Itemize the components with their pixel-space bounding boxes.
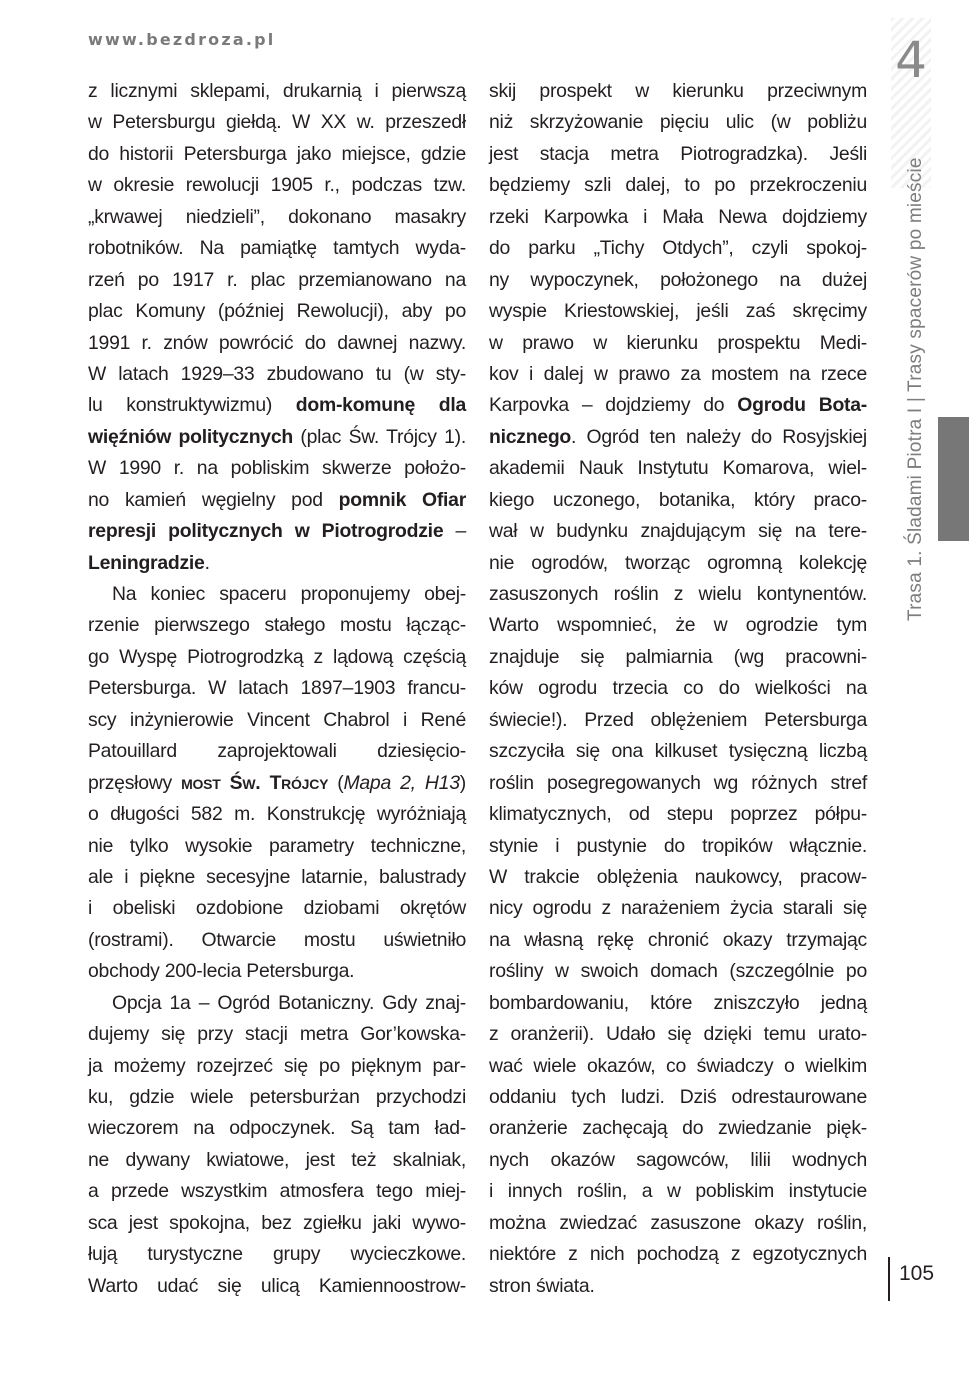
text-line: Na koniec spaceru proponujemy obej- bbox=[112, 583, 466, 605]
text-line: w Petersburgu giełdą. W XX w. przeszedł bbox=[88, 111, 466, 134]
text-line: z licznymi sklepami, drukarnią i pierwszą bbox=[88, 80, 466, 102]
text-line: nicy ogrodu z narażeniem życia starali się bbox=[489, 897, 867, 920]
text-line: bombardowaniu, które zniszczyło jedną bbox=[489, 991, 867, 1014]
text-line bbox=[489, 422, 867, 453]
text-line: będziemy szli dalej, to po przekroczeniu bbox=[489, 174, 867, 197]
text-line: w prawo w kierunku prospektu Medi- bbox=[489, 331, 867, 354]
running-title-separator: | bbox=[905, 396, 926, 403]
text-line bbox=[88, 485, 466, 516]
text-line: Patouillard zaprojektowali dziesięcio- bbox=[88, 740, 466, 763]
text-line: na własną rękę chronić okazy trzymając bbox=[489, 928, 867, 951]
text-line: niektóre z nich pochodzą z egzotycznych bbox=[489, 1243, 867, 1266]
highlighted-place: Ogrodu Bota- bbox=[737, 394, 867, 417]
text-line: stynie i pustynie do tropików włącznie. bbox=[489, 834, 867, 857]
text-line: (rostrami). Otwarcie mostu uświetniło bbox=[88, 928, 466, 951]
text-line: Petersburga. W latach 1897–1903 francu- bbox=[88, 677, 466, 700]
text-line: go Wyspę Piotrogrodzką z lądową częścią bbox=[88, 645, 466, 668]
text-run: Karpovka – dojdziemy do bbox=[489, 394, 738, 417]
text-line bbox=[88, 768, 466, 799]
text-line: z oranżerii). Udało się dzięki temu urato- bbox=[489, 1023, 867, 1046]
text-line: nie ogrodów, tworząc ogromną kolekcję bbox=[489, 551, 867, 574]
page-number-rule bbox=[888, 1257, 890, 1301]
text-line: W latach 1929–33 zbudowano tu (w sty- bbox=[88, 362, 466, 385]
text-line: wać wiele okazów, co świadczy o wielkim bbox=[489, 1054, 867, 1077]
text-line: rośliny w swoich domach (szczególnie po bbox=[489, 960, 867, 983]
text-line: wyspie Kriestowskiej, jeśli zaś skręcimy bbox=[489, 300, 867, 323]
text-line: Warto wspomnieć, że w ogrodzie tym bbox=[489, 614, 867, 637]
chapter-number: 4 bbox=[895, 31, 927, 89]
text-line: i innych roślin, a w pobliskim instytucie bbox=[489, 1180, 867, 1203]
highlighted-place: Leningradzie bbox=[88, 551, 205, 574]
text-line bbox=[88, 390, 466, 421]
text-line: a przede wszystkim atmosfera tego miej- bbox=[88, 1180, 466, 1203]
text-line: klimatycznych, od stepu poprzez półpu- bbox=[489, 803, 867, 826]
text-line: roślin posegregowanych wg różnych stref bbox=[489, 771, 867, 794]
page-number: 105 bbox=[899, 1262, 935, 1285]
running-title-route: Trasa 1. Śladami Piotra I bbox=[905, 407, 926, 621]
text-line: ków ogrodu trzecia co do wielkości na bbox=[489, 677, 867, 700]
text-run: ( bbox=[328, 771, 344, 794]
text-line: nie tylko wysokie parametry techniczne, bbox=[88, 834, 466, 857]
text-line bbox=[88, 548, 466, 579]
text-line: świecie!). Przed oblężeniem Petersburga bbox=[489, 708, 867, 731]
text-line: plac Komuny (później Rewolucji), aby po bbox=[88, 300, 466, 323]
text-line: W trakcie oblężenia naukowcy, pracow- bbox=[489, 865, 867, 888]
text-line: o długości 582 m. Konstrukcję wyróżniają bbox=[88, 803, 466, 826]
text-run: no kamień węgielny pod bbox=[88, 488, 339, 511]
text-line bbox=[88, 422, 466, 453]
site-url[interactable]: www.bezdroza.pl bbox=[88, 30, 276, 49]
text-line: znajduje się palmiarnia (wg pracowni- bbox=[489, 645, 867, 668]
text-run: . Ogród ten należy do Rosyjskiej bbox=[571, 425, 867, 448]
text-line: scy inżynierowie Vincent Chabrol i René bbox=[88, 708, 466, 731]
text-run: (plac Św. Trójcy 1). bbox=[292, 425, 466, 448]
text-line: niż skrzyżowanie pięciu ulic (w pobliżu bbox=[489, 111, 867, 134]
text-line: ale i piękne secesyjne latarnie, balustrady bbox=[88, 865, 466, 888]
right-column bbox=[489, 76, 867, 1302]
text-line: jest stacja metra Piotrogradzka). Jeśli bbox=[489, 142, 867, 165]
text-line: skij prospekt w kierunku przeciwnym bbox=[489, 80, 867, 102]
text-line: dujemy się przy stacji metra Gor’kowska- bbox=[88, 1023, 466, 1046]
text-line: łują turystyczne grupy wycieczkowe. bbox=[88, 1243, 466, 1266]
text-run: ) bbox=[459, 771, 466, 794]
text-line: kov i dalej w prawo za mostem na rzece bbox=[489, 362, 867, 385]
text-line: i obeliski ozdobione dziobami okrętów bbox=[88, 897, 466, 920]
text-line: robotników. Na pamiątkę tamtych wyda- bbox=[88, 237, 466, 260]
text-line: oranżerie zachęcają do zwiedzanie pięk- bbox=[489, 1117, 867, 1140]
text-line: akademii Nauk Instytutu Komarova, wiel- bbox=[489, 457, 867, 480]
text-line: można zwiedzać zasuszone okazy roślin, bbox=[489, 1211, 867, 1234]
text-line: do historii Petersburga jako miejsce, gdzie bbox=[88, 142, 466, 165]
left-column bbox=[88, 76, 466, 1302]
text-line: szczyciła się ona kilkuset tysięczną liczbą bbox=[489, 740, 867, 763]
highlighted-place: nicznego bbox=[489, 425, 572, 448]
text-run: – bbox=[443, 520, 466, 543]
text-line: w okresie rewolucji 1905 r., podczas tzw. bbox=[88, 174, 466, 197]
highlighted-place: most Św. Trójcy bbox=[181, 771, 329, 794]
text-line: kiego uczonego, botanika, który praco- bbox=[489, 488, 867, 511]
text-line bbox=[489, 390, 867, 421]
text-line: sca jest spokojna, bez zgiełku jaki wywo- bbox=[88, 1211, 466, 1234]
text-line: ny wypoczynek, położonego na dużej bbox=[489, 268, 867, 291]
text-line: ja możemy rozejrzeć się po pięknym par- bbox=[88, 1054, 466, 1077]
text-line: obchody 200-lecia Petersburga. bbox=[88, 960, 355, 983]
text-line: wał w budynku znajdującym się na tere- bbox=[489, 520, 867, 543]
text-line: Warto udać się ulicą Kamiennoostrow- bbox=[88, 1274, 466, 1297]
highlighted-place: represji politycznych w Piotrogrodzie bbox=[88, 520, 444, 543]
text-line: ne dywany kwiatowe, jest też skalniak, bbox=[88, 1148, 466, 1171]
text-line: Opcja 1a – Ogród Botaniczny. Gdy znaj- bbox=[112, 991, 466, 1014]
text-line: nych okazów sagowców, lilii wodnych bbox=[489, 1148, 867, 1171]
text-line: W 1990 r. na pobliskim skwerze położo- bbox=[88, 457, 466, 480]
text-line: rzeń po 1917 r. plac przemianowano na bbox=[88, 268, 466, 291]
text-line bbox=[88, 516, 466, 547]
text-line: stron świata. bbox=[489, 1274, 595, 1297]
highlighted-place: dom-komunę dla bbox=[295, 394, 466, 417]
text-line: „krwawej niedzieli”, dokonano masakry bbox=[88, 205, 466, 228]
text-line: wieczorem na odpoczynek. Są tam ład- bbox=[88, 1117, 466, 1140]
text-line: ku, gdzie wiele petersburżan przychodzi bbox=[88, 1086, 466, 1108]
text-run: lu konstruktywizmu) bbox=[88, 394, 296, 417]
chapter-tab-marker bbox=[938, 417, 969, 541]
highlighted-place: więźniów politycznych bbox=[88, 425, 293, 448]
text-line: oddaniu tych ludzi. Dziś odrestaurowane bbox=[489, 1086, 867, 1108]
text-line: 1991 r. znów powrócić do dawnej nazwy. bbox=[88, 331, 466, 354]
text-line: rzenie pierwszego stałego mostu łącząc- bbox=[88, 614, 466, 637]
highlighted-place: pomnik Ofiar bbox=[338, 488, 466, 511]
text-line: zasuszonych roślin z wielu kontynentów. bbox=[489, 583, 867, 605]
running-title-chapter: Trasy spacerów po mieście bbox=[905, 157, 926, 392]
text-run: . bbox=[204, 551, 210, 574]
text-line: rzeki Karpowka i Mała Newa dojdziemy bbox=[489, 205, 867, 228]
running-title bbox=[905, 157, 927, 621]
text-run: przęsłowy bbox=[88, 771, 182, 794]
map-reference: Mapa 2, H13 bbox=[343, 771, 460, 794]
text-line: do parku „Tichy Otdych”, czyli spokoj- bbox=[489, 237, 867, 260]
